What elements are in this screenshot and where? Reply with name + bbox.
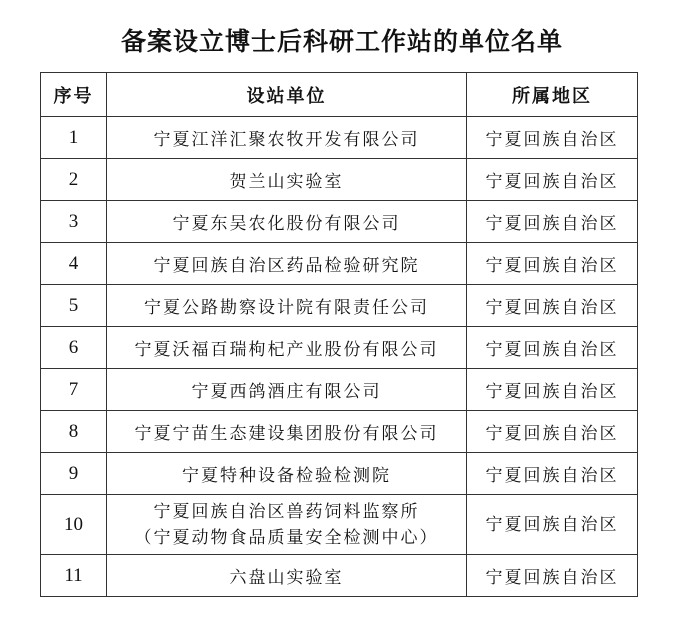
unit-cell bbox=[107, 201, 467, 243]
table-row bbox=[41, 555, 638, 597]
unit-name: 宁夏沃福百瑞枸杞产业股份有限公司 bbox=[134, 340, 439, 360]
region-cell: 宁夏回族自治区 bbox=[467, 285, 638, 327]
unit-cell bbox=[107, 117, 467, 159]
unit-list-table bbox=[40, 72, 638, 597]
header-unit: 设站单位 bbox=[107, 73, 467, 117]
header-region: 所属地区 bbox=[467, 73, 638, 117]
table-row bbox=[41, 243, 638, 285]
region-cell: 宁夏回族自治区 bbox=[467, 159, 638, 201]
serial-number-cell: 9 bbox=[41, 453, 107, 495]
table-row bbox=[41, 201, 638, 243]
unit-name: 宁夏特种设备检验检测院 bbox=[182, 466, 391, 486]
region-cell: 宁夏回族自治区 bbox=[467, 495, 638, 555]
unit-name: 宁夏东吴农化股份有限公司 bbox=[172, 214, 401, 234]
header-serial-number: 序号 bbox=[41, 73, 107, 117]
region-cell: 宁夏回族自治区 bbox=[467, 327, 638, 369]
unit-cell bbox=[107, 327, 467, 369]
table-row bbox=[41, 495, 638, 555]
unit-name: 宁夏回族自治区兽药饲料监察所 bbox=[153, 501, 420, 522]
unit-cell bbox=[107, 285, 467, 327]
table-row bbox=[41, 327, 638, 369]
unit-cell bbox=[107, 243, 467, 285]
serial-number-cell: 2 bbox=[41, 159, 107, 201]
table-row bbox=[41, 411, 638, 453]
serial-number-cell: 8 bbox=[41, 411, 107, 453]
unit-name: 宁夏回族自治区药品检验研究院 bbox=[153, 256, 420, 276]
unit-cell bbox=[107, 369, 467, 411]
region-cell: 宁夏回族自治区 bbox=[467, 453, 638, 495]
region-cell: 宁夏回族自治区 bbox=[467, 243, 638, 285]
region-cell: 宁夏回族自治区 bbox=[467, 555, 638, 597]
unit-cell bbox=[107, 495, 467, 555]
serial-number-cell: 7 bbox=[41, 369, 107, 411]
unit-name: 六盘山实验室 bbox=[229, 568, 344, 588]
unit-cell bbox=[107, 411, 467, 453]
unit-cell bbox=[107, 555, 467, 597]
unit-name: 宁夏宁苗生态建设集团股份有限公司 bbox=[134, 424, 439, 444]
table-row bbox=[41, 117, 638, 159]
document-title: 备案设立博士后科研工作站的单位名单 bbox=[120, 27, 563, 56]
unit-name: 宁夏江洋汇聚农牧开发有限公司 bbox=[153, 130, 420, 150]
table-row bbox=[41, 453, 638, 495]
region-cell: 宁夏回族自治区 bbox=[467, 411, 638, 453]
unit-name: 宁夏公路勘察设计院有限责任公司 bbox=[144, 298, 429, 318]
unit-cell bbox=[107, 159, 467, 201]
table-header-row bbox=[41, 73, 638, 117]
table-row bbox=[41, 285, 638, 327]
table-row bbox=[41, 369, 638, 411]
table-row bbox=[41, 159, 638, 201]
unit-name-line2: （宁夏动物食品质量安全检测中心） bbox=[134, 527, 439, 548]
serial-number-cell: 1 bbox=[41, 117, 107, 159]
region-cell: 宁夏回族自治区 bbox=[467, 201, 638, 243]
serial-number-cell: 10 bbox=[41, 495, 107, 555]
serial-number-cell: 6 bbox=[41, 327, 107, 369]
unit-name: 贺兰山实验室 bbox=[229, 172, 344, 192]
region-cell: 宁夏回族自治区 bbox=[467, 117, 638, 159]
region-cell: 宁夏回族自治区 bbox=[467, 369, 638, 411]
serial-number-cell: 4 bbox=[41, 243, 107, 285]
serial-number-cell: 5 bbox=[41, 285, 107, 327]
unit-cell bbox=[107, 453, 467, 495]
serial-number-cell: 11 bbox=[41, 555, 107, 597]
serial-number-cell: 3 bbox=[41, 201, 107, 243]
unit-name: 宁夏西鸽酒庄有限公司 bbox=[191, 382, 382, 402]
